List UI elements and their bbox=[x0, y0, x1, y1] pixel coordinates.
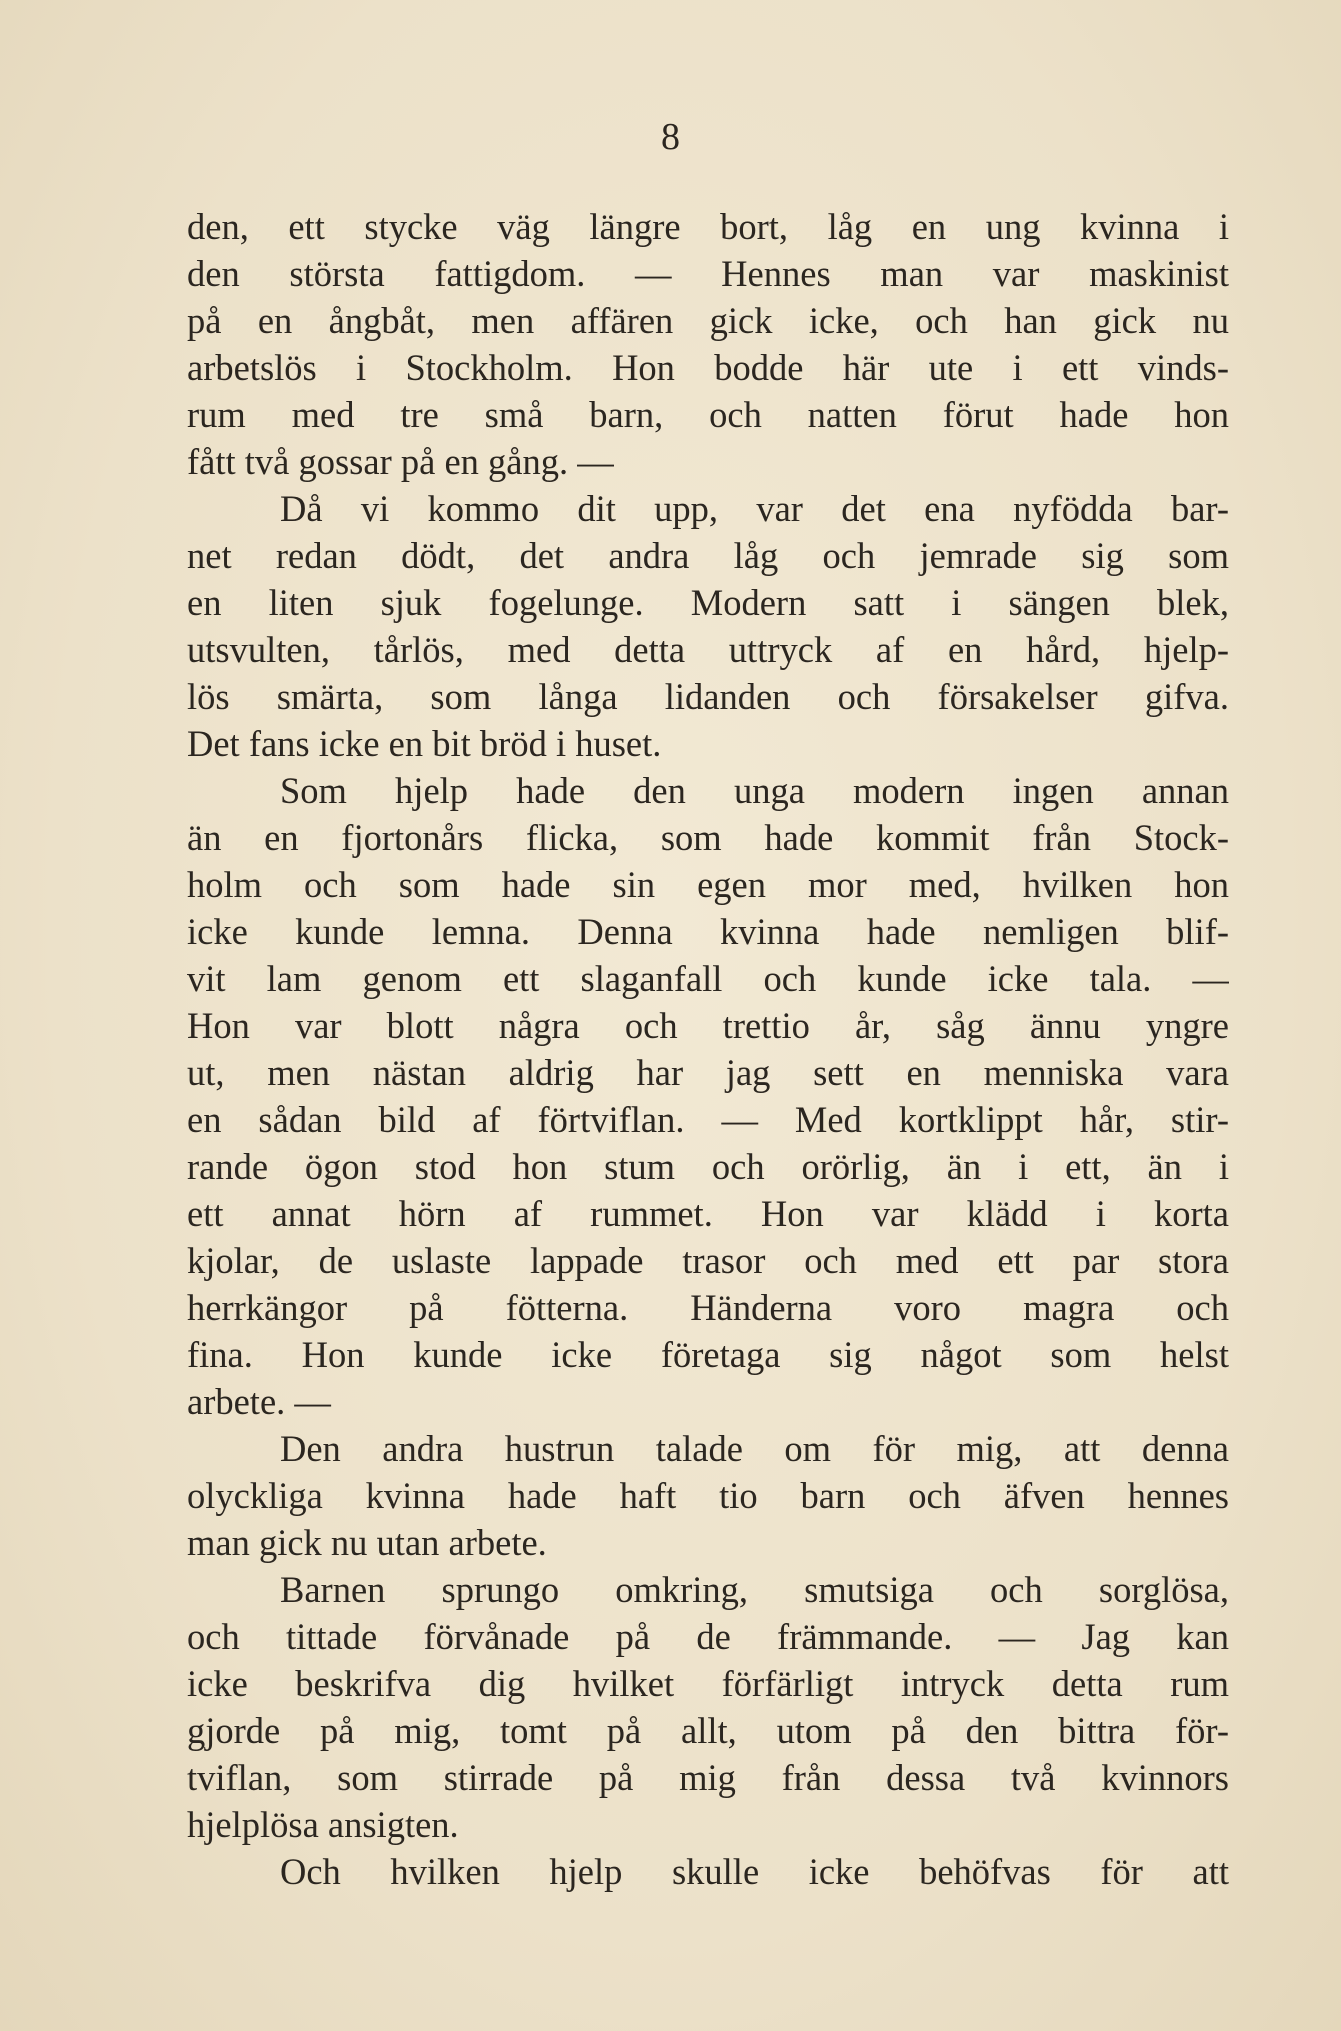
text-line: lös smärta, som långa lidanden och försakelser gifva. bbox=[187, 676, 1229, 717]
text-line: icke beskrifva dig hvilket förfärligt intryck detta rum bbox=[187, 1663, 1229, 1704]
text-line: än en fjortonårs flicka, som hade kommit från Stock- bbox=[187, 817, 1229, 858]
text-line: en liten sjuk fogelunge. Modern satt i sängen blek, bbox=[187, 582, 1229, 623]
text-line: rum med tre små barn, och natten förut hade hon bbox=[187, 394, 1229, 435]
text-line: gjorde på mig, tomt på allt, utom på den bittra för- bbox=[187, 1710, 1229, 1751]
text-line: olyckliga kvinna hade haft tio barn och äfven hennes bbox=[187, 1475, 1229, 1516]
text-line: holm och som hade sin egen mor med, hvilken hon bbox=[187, 864, 1229, 905]
text-line: en sådan bild af förtviflan. — Med kortklippt hår, stir- bbox=[187, 1099, 1229, 1140]
text-line: icke kunde lemna. Denna kvinna hade nemligen blif- bbox=[187, 911, 1229, 952]
body-text bbox=[187, 203, 1229, 1895]
text-line: Hon var blott några och trettio år, såg ännu yngre bbox=[187, 1005, 1229, 1046]
text-line: arbete. — bbox=[187, 1381, 331, 1422]
text-line: fina. Hon kunde icke företaga sig något som helst bbox=[187, 1334, 1229, 1375]
text-line: Som hjelp hade den unga modern ingen annan bbox=[280, 770, 1229, 811]
text-line: den största fattigdom. — Hennes man var maskinist bbox=[187, 253, 1229, 294]
text-line: Och hvilken hjelp skulle icke behöfvas för att bbox=[280, 1851, 1229, 1892]
text-line: på en ångbåt, men affären gick icke, och han gick nu bbox=[187, 300, 1229, 341]
text-line: Barnen sprungo omkring, smutsiga och sorglösa, bbox=[280, 1569, 1229, 1610]
text-line: utsvulten, tårlös, med detta uttryck af en hård, hjelp- bbox=[187, 629, 1229, 670]
text-line: Då vi kommo dit upp, var det ena nyfödda bar- bbox=[280, 488, 1229, 529]
text-line: fått två gossar på en gång. — bbox=[187, 441, 614, 482]
text-line: kjolar, de uslaste lappade trasor och med ett par stora bbox=[187, 1240, 1229, 1281]
text-line: tviflan, som stirrade på mig från dessa två kvinnors bbox=[187, 1757, 1229, 1798]
text-line: ett annat hörn af rummet. Hon var klädd i korta bbox=[187, 1193, 1229, 1234]
text-line: herrkängor på fötterna. Händerna voro magra och bbox=[187, 1287, 1229, 1328]
page-number: 8 bbox=[661, 116, 680, 158]
text-line: hjelplösa ansigten. bbox=[187, 1804, 459, 1845]
text-line: arbetslös i Stockholm. Hon bodde här ute i ett vinds- bbox=[187, 347, 1229, 388]
text-line: ut, men nästan aldrig har jag sett en menniska vara bbox=[187, 1052, 1229, 1093]
text-line: Den andra hustrun talade om för mig, att denna bbox=[280, 1428, 1229, 1469]
text-line: Det fans icke en bit bröd i huset. bbox=[187, 723, 662, 764]
text-line: man gick nu utan arbete. bbox=[187, 1522, 547, 1563]
text-line: och tittade förvånade på de främmande. — Jag kan bbox=[187, 1616, 1229, 1657]
text-line: den, ett stycke väg längre bort, låg en ung kvinna i bbox=[187, 206, 1229, 247]
text-line: vit lam genom ett slaganfall och kunde icke tala. — bbox=[187, 958, 1229, 999]
text-line: net redan dödt, det andra låg och jemrade sig som bbox=[187, 535, 1229, 576]
text-line: rande ögon stod hon stum och orörlig, än i ett, än i bbox=[187, 1146, 1229, 1187]
